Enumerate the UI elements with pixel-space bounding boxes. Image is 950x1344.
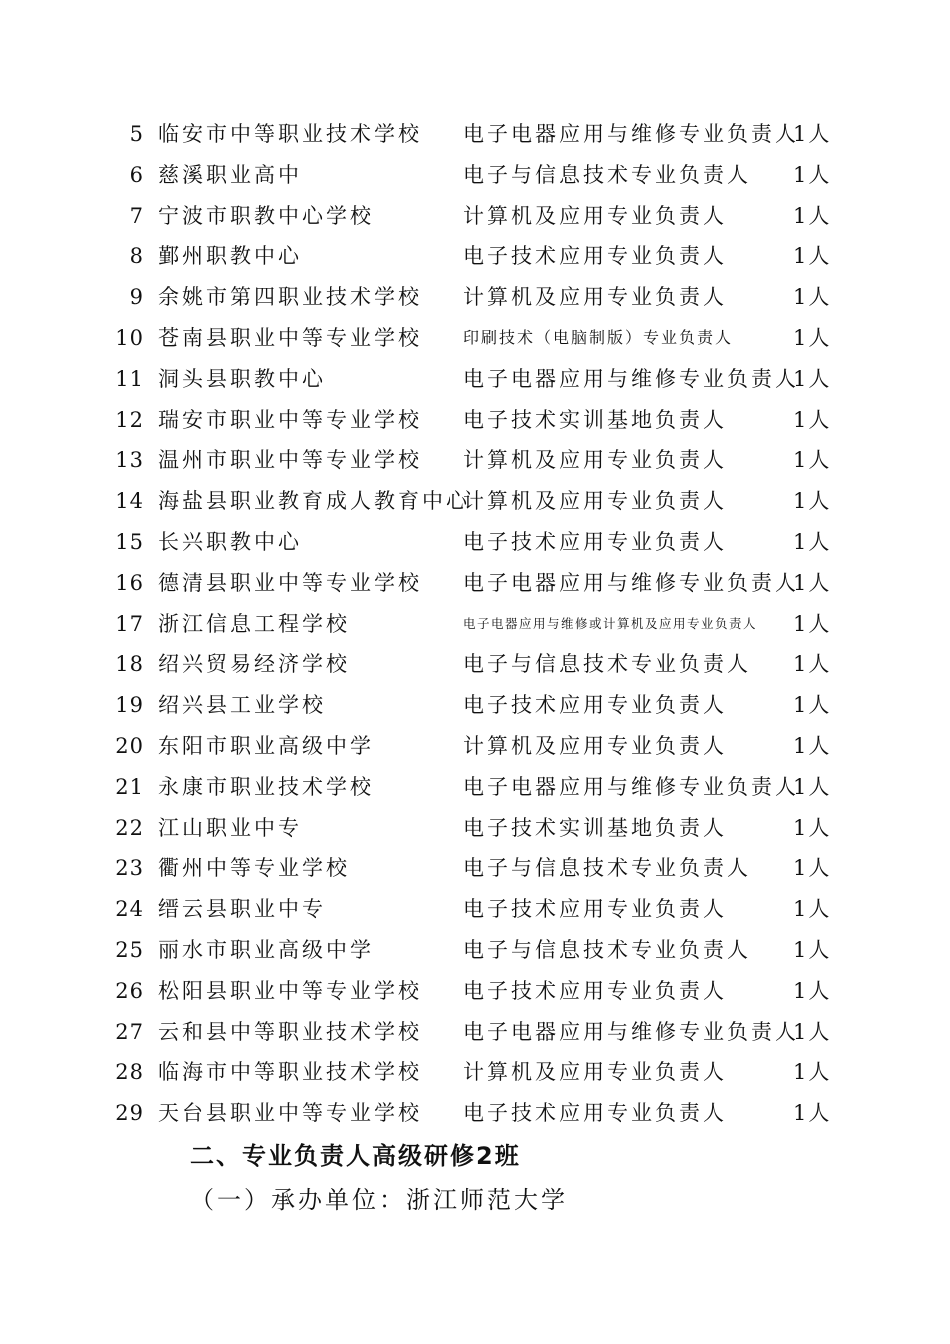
row-number: 10 (115, 325, 144, 350)
headcount: 1人 (793, 652, 832, 677)
headcount: 1人 (793, 162, 832, 187)
list-item (0, 359, 950, 400)
headcount: 1人 (793, 122, 832, 146)
headcount: 1人 (793, 244, 832, 269)
school-name: 缙云县职业中专 (158, 897, 326, 922)
school-name: 鄞州职教中心 (158, 244, 302, 269)
role-description: 电子电器应用与维修专业负责人 (463, 122, 799, 146)
school-name: 瑞安市职业中等专业学校 (158, 407, 422, 432)
list-item (0, 1052, 950, 1093)
role-description: 电子电器应用与维修专业负责人 (463, 366, 799, 391)
row-number: 20 (115, 733, 144, 758)
row-number: 9 (129, 285, 144, 310)
role-description: 计算机及应用专业负责人 (463, 1060, 727, 1085)
role-description: 电子与信息技术专业负责人 (463, 162, 751, 187)
row-number: 25 (115, 937, 144, 962)
school-name: 浙江信息工程学校 (158, 611, 350, 636)
row-number: 17 (115, 611, 144, 636)
school-name: 云和县中等职业技术学校 (158, 1019, 422, 1044)
list-item (0, 114, 950, 155)
role-description: 电子技术应用专业负责人 (463, 978, 727, 1003)
list-item (0, 400, 950, 441)
role-description: 电子技术实训基地负责人 (463, 407, 727, 432)
role-description: 电子技术应用专业负责人 (463, 529, 727, 554)
role-description: 计算机及应用专业负责人 (463, 203, 727, 228)
headcount: 1人 (793, 1060, 832, 1085)
headcount: 1人 (793, 815, 832, 840)
headcount: 1人 (793, 570, 832, 595)
list-item (0, 604, 950, 645)
school-name: 衢州中等专业学校 (158, 856, 350, 881)
school-name: 余姚市第四职业技术学校 (158, 285, 422, 310)
school-name: 松阳县职业中等专业学校 (158, 978, 422, 1003)
school-name: 慈溪职业高中 (158, 162, 302, 187)
role-description: 电子技术应用专业负责人 (463, 897, 727, 922)
list-item (0, 481, 950, 522)
row-number: 6 (129, 162, 144, 187)
list-item (0, 930, 950, 971)
role-description: 计算机及应用专业负责人 (463, 489, 727, 514)
role-description: 电子电器应用与维修或计算机及应用专业负责人 (463, 615, 758, 631)
row-number: 19 (115, 693, 144, 718)
headcount: 1人 (793, 856, 832, 881)
list-item (0, 726, 950, 767)
role-description: 计算机及应用专业负责人 (463, 448, 727, 473)
headcount: 1人 (793, 693, 832, 718)
headcount: 1人 (793, 1019, 832, 1044)
school-name: 绍兴县工业学校 (158, 693, 326, 718)
row-number: 21 (115, 774, 144, 799)
role-description: 印刷技术（电脑制版）专业负责人 (463, 327, 734, 347)
list-item (0, 767, 950, 808)
list-item (0, 889, 950, 930)
headcount: 1人 (793, 897, 832, 922)
list-item (0, 440, 950, 481)
headcount: 1人 (793, 1101, 832, 1126)
headcount: 1人 (793, 733, 832, 758)
list-item (0, 277, 950, 318)
role-description: 电子与信息技术专业负责人 (463, 937, 751, 962)
school-name: 天台县职业中等专业学校 (158, 1101, 422, 1126)
headcount: 1人 (793, 203, 832, 228)
school-name: 海盐县职业教育成人教育中心 (158, 489, 470, 514)
row-number: 24 (115, 897, 144, 922)
role-description: 电子技术实训基地负责人 (463, 815, 727, 840)
row-number: 22 (115, 815, 144, 840)
list-item (0, 563, 950, 604)
list-item (0, 1093, 950, 1134)
host-unit-line: （一）承办单位：浙江师范大学 (190, 1186, 568, 1214)
row-number: 13 (115, 448, 144, 473)
school-name: 温州市职业中等专业学校 (158, 448, 422, 473)
row-number: 16 (115, 570, 144, 595)
list-item (0, 236, 950, 277)
row-number: 29 (115, 1101, 144, 1126)
headcount: 1人 (793, 407, 832, 432)
school-name: 长兴职教中心 (158, 529, 302, 554)
school-name: 永康市职业技术学校 (158, 774, 374, 799)
role-description: 计算机及应用专业负责人 (463, 285, 727, 310)
list-item (0, 971, 950, 1012)
list-item (0, 1012, 950, 1053)
list-item (0, 318, 950, 359)
headcount: 1人 (793, 978, 832, 1003)
school-name: 临安市中等职业技术学校 (158, 122, 422, 146)
list-item (0, 685, 950, 726)
section-heading: 二、专业负责人高级研修2班 (190, 1142, 521, 1170)
row-number: 26 (115, 978, 144, 1003)
list-item (0, 644, 950, 685)
row-number: 15 (115, 529, 144, 554)
headcount: 1人 (793, 774, 832, 799)
school-name: 宁波市职教中心学校 (158, 203, 374, 228)
row-number: 8 (129, 244, 144, 269)
list-item (0, 848, 950, 889)
headcount: 1人 (793, 285, 832, 310)
row-number: 5 (129, 122, 144, 146)
school-name: 绍兴贸易经济学校 (158, 652, 350, 677)
list-item (0, 196, 950, 237)
row-number: 18 (115, 652, 144, 677)
row-number: 28 (115, 1060, 144, 1085)
role-description: 电子技术应用专业负责人 (463, 244, 727, 269)
role-description: 电子技术应用专业负责人 (463, 1101, 727, 1126)
list-item (0, 522, 950, 563)
row-number: 7 (129, 203, 144, 228)
row-number: 11 (115, 366, 144, 391)
headcount: 1人 (793, 529, 832, 554)
school-name: 丽水市职业高级中学 (158, 937, 374, 962)
role-description: 电子与信息技术专业负责人 (463, 856, 751, 881)
row-number: 14 (115, 489, 144, 514)
role-description: 计算机及应用专业负责人 (463, 733, 727, 758)
list-item (0, 155, 950, 196)
school-name: 苍南县职业中等专业学校 (158, 325, 422, 350)
headcount: 1人 (793, 366, 832, 391)
row-number: 12 (115, 407, 144, 432)
role-description: 电子电器应用与维修专业负责人 (463, 570, 799, 595)
role-description: 电子电器应用与维修专业负责人 (463, 1019, 799, 1044)
headcount: 1人 (793, 448, 832, 473)
list-item (0, 808, 950, 849)
school-name: 德清县职业中等专业学校 (158, 570, 422, 595)
headcount: 1人 (793, 937, 832, 962)
role-description: 电子与信息技术专业负责人 (463, 652, 751, 677)
participant-list (0, 114, 950, 1134)
school-name: 洞头县职教中心 (158, 366, 326, 391)
school-name: 临海市中等职业技术学校 (158, 1060, 422, 1085)
headcount: 1人 (793, 325, 832, 350)
row-number: 23 (115, 856, 144, 881)
school-name: 东阳市职业高级中学 (158, 733, 374, 758)
headcount: 1人 (793, 489, 832, 514)
role-description: 电子技术应用专业负责人 (463, 693, 727, 718)
headcount: 1人 (793, 611, 832, 636)
row-number: 27 (115, 1019, 144, 1044)
school-name: 江山职业中专 (158, 815, 302, 840)
role-description: 电子电器应用与维修专业负责人 (463, 774, 799, 799)
